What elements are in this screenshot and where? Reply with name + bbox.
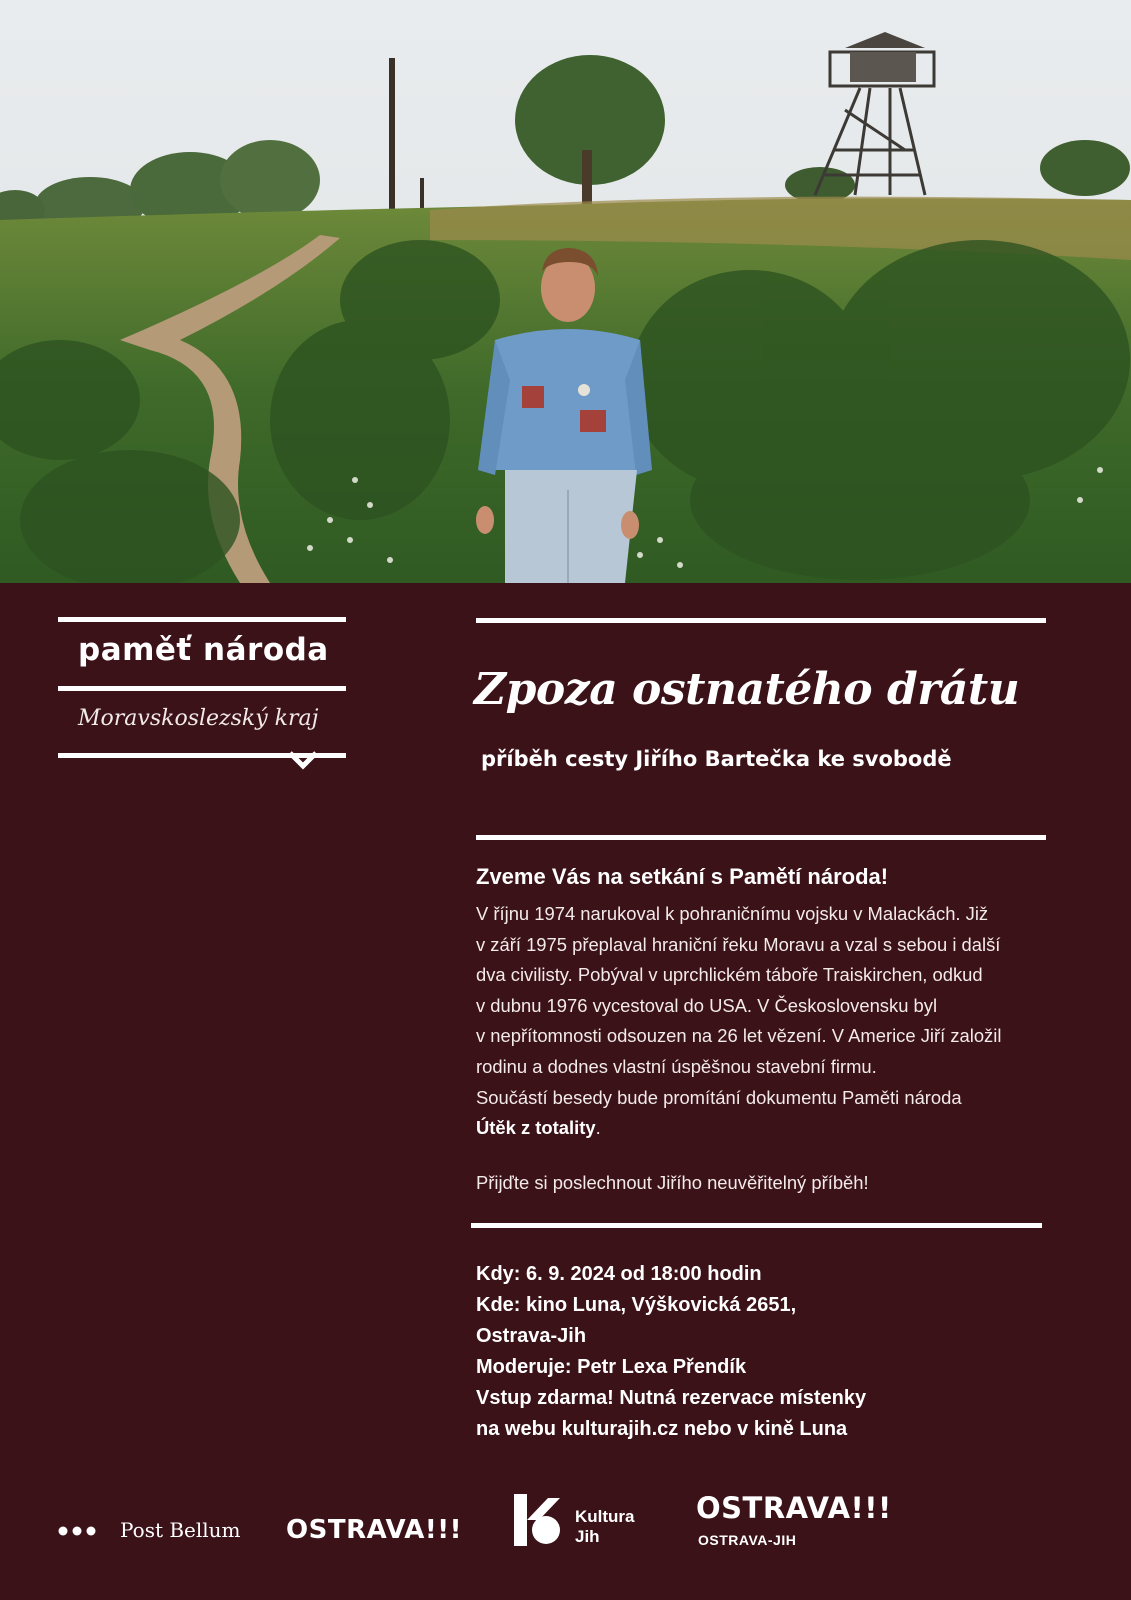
detail-where-city: Ostrava-Jih (476, 1325, 587, 1347)
kultura-jih-line1: Kultura (575, 1507, 635, 1526)
ostrava-jih-subtitle: OSTRAVA-JIH (698, 1532, 797, 1548)
event-title: Zpoza ostnatého drátu (474, 664, 1020, 715)
title-top-rule (476, 618, 1046, 623)
body-line: v nepřítomnosti odsouzen na 26 let vězení. V Americe Jiří založil (476, 1025, 1002, 1047)
kultura-jih-logo (575, 1507, 635, 1547)
logo-middle-rule (58, 686, 346, 691)
body-line: v září 1975 přeplaval hraniční řeku Moravu a vzal s sebou i další (476, 933, 1001, 955)
hero-photo (0, 0, 1131, 583)
body-line: rodinu a dodnes vlastní úspěšnou stavební firmu. (476, 1055, 877, 1077)
detail-when: Kdy: 6. 9. 2024 od 18:00 hodin (476, 1263, 762, 1285)
body-line: Součástí besedy bude promítání dokumentu Paměti národa (476, 1086, 962, 1108)
logo-name: paměť národa (78, 632, 329, 668)
detail-moderator: Moderuje: Petr Lexa Přendík (476, 1356, 747, 1378)
body-line: v dubnu 1976 vycestoval do USA. V Československu byl (476, 994, 938, 1016)
call-to-action: Přijďte si poslechnout Jiřího neuvěřitelný příběh! (476, 1172, 869, 1193)
body-line: dva civilisty. Pobýval v uprchlickém táboře Traiskirchen, odkud (476, 964, 983, 986)
ostrava-jih-logo: OSTRAVA!!! (696, 1491, 892, 1525)
post-bellum-logo: Post Bellum (120, 1518, 241, 1542)
event-subtitle: příběh cesty Jiřího Bartečka ke svobodě (481, 747, 952, 771)
ostrava-logo: OSTRAVA!!! (286, 1515, 462, 1545)
title-bottom-rule (476, 835, 1046, 840)
film-suffix: . (595, 1117, 601, 1139)
logo-region: Moravskoslezský kraj (78, 706, 319, 731)
kultura-jih-line2: Jih (575, 1527, 600, 1546)
invite-heading: Zveme Vás na setkání s Pamětí národa! (476, 864, 889, 889)
film-line (476, 1113, 1116, 1144)
logo-top-rule (58, 617, 346, 622)
details-top-rule (471, 1223, 1042, 1228)
event-details (476, 1259, 866, 1445)
detail-where: Kde: kino Luna, Výškovická 2651, (476, 1294, 797, 1316)
kultura-jih-k-icon (514, 1494, 564, 1546)
event-description (476, 899, 1116, 1144)
detail-entry: Vstup zdarma! Nutná rezervace místenky (476, 1387, 867, 1409)
film-title: Útěk z totality (476, 1117, 596, 1139)
detail-reservation: na webu kulturajih.cz nebo v kině Luna (476, 1418, 848, 1440)
chevron-down-icon (288, 751, 318, 771)
body-line: V říjnu 1974 narukoval k pohraničnímu vojsku v Malackách. Již (476, 903, 989, 924)
post-bellum-dots-icon (58, 1525, 98, 1537)
